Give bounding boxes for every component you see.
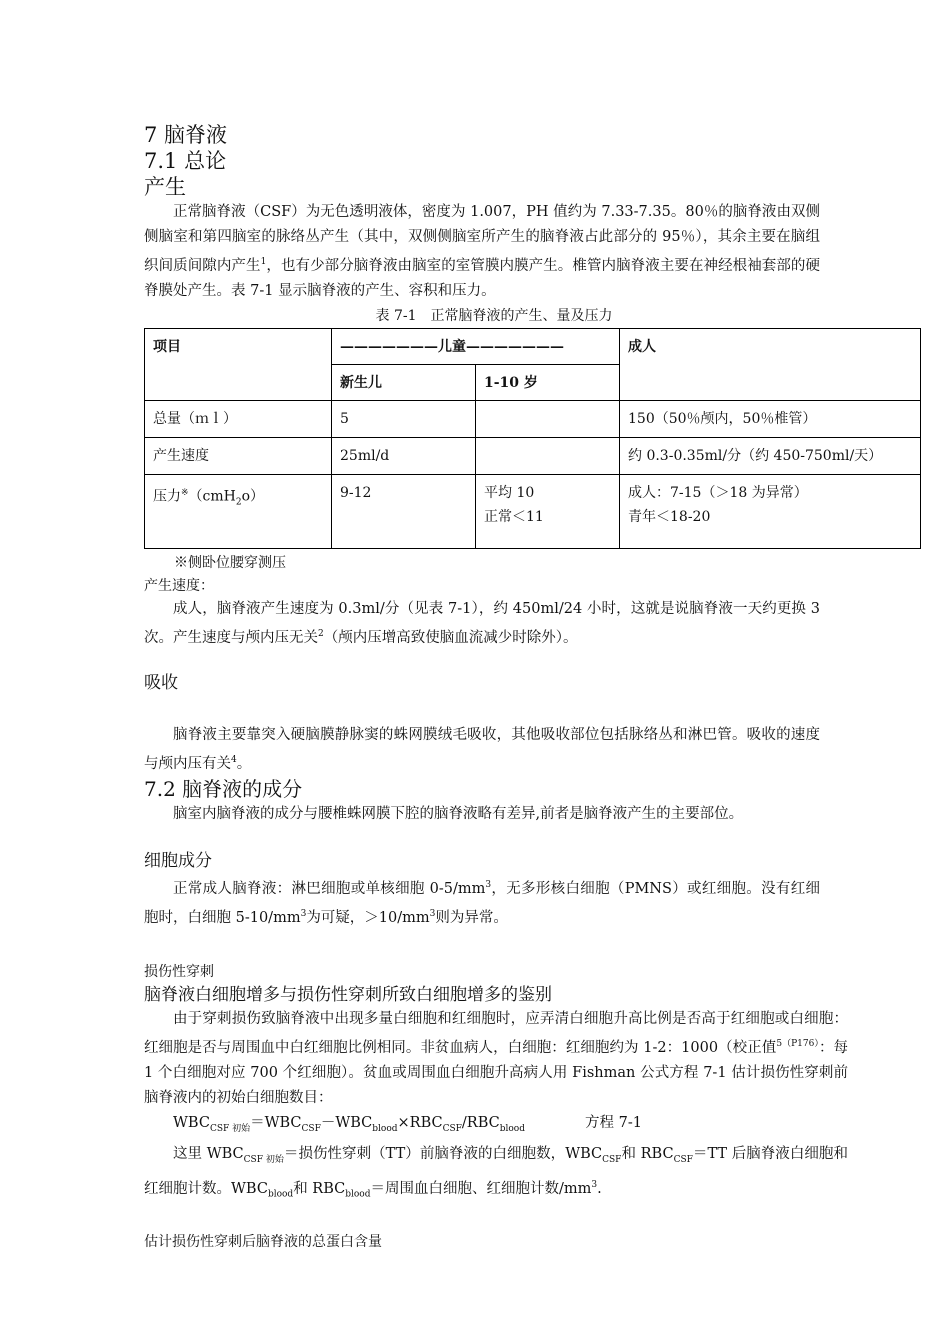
footnote-ref: 1 [260, 257, 267, 267]
text-run: ＝周围血白细胞、红细胞计数/mm [370, 1180, 592, 1197]
differentiation-paragraph [144, 1007, 848, 1111]
text-run: ：每 1 个白细胞对应 700 个红细胞）。贫血或周围血白细胞升高病人用 Fishman 公式方程 7-1 估计损伤性穿刺前脑脊液内的初始白细胞数目： [144, 1039, 849, 1106]
cell-newborn: 25ml/d [332, 437, 476, 474]
production-heading: 产生 [144, 175, 186, 199]
header-newborn: 新生儿 [332, 364, 476, 400]
note-mark: ※ [181, 487, 189, 498]
header-item: 项目 [145, 328, 332, 400]
production-paragraph [144, 200, 820, 304]
text-run: ＝WBC [250, 1114, 302, 1131]
text-run: . [597, 1180, 602, 1197]
text-run: 。 [236, 755, 252, 772]
cells-paragraph [144, 873, 820, 931]
absorption-paragraph [144, 723, 820, 777]
text-line: 成人：7-15（＞18 为异常） [628, 484, 808, 501]
text-run: ＝TT 后脑脊液白细胞和红细胞计数。WBC [144, 1145, 848, 1197]
text-run: ，无多形核白细胞（PMNS）或红细胞。没有红细胞时，白细胞 5-10/mm [144, 881, 820, 927]
footnote-ref: 5（P176） [776, 1039, 819, 1050]
text-run: （cmH [188, 488, 236, 505]
table-note: ※侧卧位腰穿测压 [174, 554, 286, 571]
rate-paragraph [144, 597, 820, 651]
section-heading-7-2: 7.2 脑脊液的成分 [144, 777, 303, 802]
table-row [145, 400, 921, 437]
subscript: CSF 初始 [243, 1154, 284, 1165]
chapter-heading: 7 脑脊液 [144, 123, 228, 147]
composition-paragraph: 脑室内脑脊液的成分与腰椎蛛网膜下腔的脑脊液略有差异,前者是脑脊液产生的主要部位。 [173, 806, 744, 823]
subscript: CSF [442, 1123, 462, 1134]
document-page [144, 122, 883, 1253]
cell-newborn: 5 [332, 400, 476, 437]
csf-table [144, 328, 921, 549]
superscript: 3 [591, 1179, 598, 1190]
subscript: CSF [301, 1123, 321, 1134]
absorption-heading: 吸收 [144, 672, 178, 693]
section-heading-7-1: 7.1 总论 [144, 149, 227, 173]
subscript: 2 [235, 497, 242, 508]
header-adult: 成人 [620, 328, 921, 400]
text-run: ＝损伤性穿刺（TT）前脑脊液的白细胞数，WBC [283, 1145, 603, 1162]
subscript: blood [372, 1123, 398, 1134]
cell-item [145, 474, 332, 548]
text-run: o） [241, 488, 265, 505]
subscript: CSF 初始 [209, 1123, 251, 1134]
cell-newborn: 9-12 [332, 474, 476, 548]
header-age: 1-10 岁 [476, 364, 620, 400]
cell-adult: 150（50％颅内，50％椎管） [620, 400, 921, 437]
differentiation-heading: 脑脊液白细胞增多与损伤性穿刺所致白细胞增多的鉴别 [144, 985, 552, 1006]
text-run: WBC [173, 1114, 210, 1131]
cell-age [476, 400, 620, 437]
table-row [145, 474, 921, 548]
text-run: －WBC [320, 1114, 373, 1131]
text-run: ，也有少部分脑脊液由脑室的室管膜内膜产生。椎管内脑脊液主要在神经根袖套部的硬脊膜处产生。表 7-1 显示脑脊液的产生、容积和压力。 [144, 257, 821, 299]
protein-heading: 估计损伤性穿刺后脑脊液的总蛋白含量 [144, 1234, 382, 1251]
subscript: blood [345, 1189, 371, 1200]
text-run: 和 RBC [293, 1180, 346, 1197]
text-line: 青年＜18-20 [628, 508, 711, 525]
subscript: CSF [602, 1154, 622, 1165]
cells-heading: 细胞成分 [144, 851, 212, 872]
text-run: 成人，脑脊液产生速度为 0.3ml/分（见表 7-1），约 450ml/24 小时，这就是说脑脊液一天约更换 3 次。产生速度与颅内压无关 [144, 600, 820, 646]
equation-7-1 [144, 1111, 824, 1142]
cell-age [476, 437, 620, 474]
explain-paragraph [144, 1142, 848, 1208]
text-run: 正常成人脑脊液：淋巴细胞或单核细胞 0-5/mm [173, 881, 486, 898]
table-caption: 表 7-1 正常脑脊液的产生、量及压力 [375, 307, 613, 324]
cell-age [476, 474, 620, 548]
equation-label: 方程 7-1 [585, 1114, 642, 1131]
cell-item: 总量（ｍｌ） [145, 400, 332, 437]
cell-adult: 约 0.3-0.35ml/分（约 450-750ml/天） [620, 437, 921, 474]
text-run: 这里 WBC [173, 1145, 244, 1162]
footnote-ref: 4 [231, 754, 237, 765]
subscript: blood [499, 1123, 525, 1134]
superscript: 3 [485, 880, 492, 891]
text-line: 平均 10 [484, 484, 535, 501]
table-row [145, 437, 921, 474]
footnote-ref: 2 [318, 628, 324, 639]
rate-label: 产生速度： [144, 577, 214, 594]
traumatic-heading: 损伤性穿刺 [144, 964, 214, 981]
text-run: 和 RBC [621, 1145, 674, 1162]
header-children: ———————儿童——————— [332, 328, 620, 364]
subscript: blood [267, 1189, 294, 1200]
text-run: （颅内压增高致使脑血流减少时除外）。 [323, 629, 578, 646]
text-run: 为可疑，＞10/mm [306, 910, 430, 927]
text-run: 脑脊液主要靠突入硬脑膜静脉窦的蛛网膜绒毛吸收，其他吸收部位包括脉络丛和淋巴管。吸收的速度与颅内压有关 [144, 726, 820, 772]
cell-adult [620, 474, 921, 548]
subscript: CSF [673, 1154, 693, 1165]
text-line: 正常＜11 [484, 508, 544, 525]
text-run: 由于穿刺损伤致脑脊液中出现多量白细胞和红细胞时，应弄清白细胞升高比例是否高于红细胞或白细胞：红细胞是否与周围血中白红细胞比例相同。非贫血病人，白细胞：红细胞约为 1-2：1000（校正值 [144, 1011, 848, 1056]
superscript: 3 [300, 909, 307, 920]
superscript: 3 [429, 909, 436, 920]
cell-item: 产生速度 [145, 437, 332, 474]
text-run: ×RBC [397, 1114, 443, 1131]
text-run: 压力 [153, 488, 181, 505]
text-run: /RBC [461, 1114, 500, 1131]
text-run: 正常脑脊液（CSF）为无色透明液体，密度为 1.007，PH 值约为 7.33-7.35。80％的脑脊液由双侧侧脑室和第四脑室的脉络丛产生（其中，双侧侧脑室所产生的脑脊液占此部分的 95％），其余主要在脑组织间质间隙内产生 [144, 204, 820, 274]
text-run: 则为异常。 [435, 910, 508, 927]
